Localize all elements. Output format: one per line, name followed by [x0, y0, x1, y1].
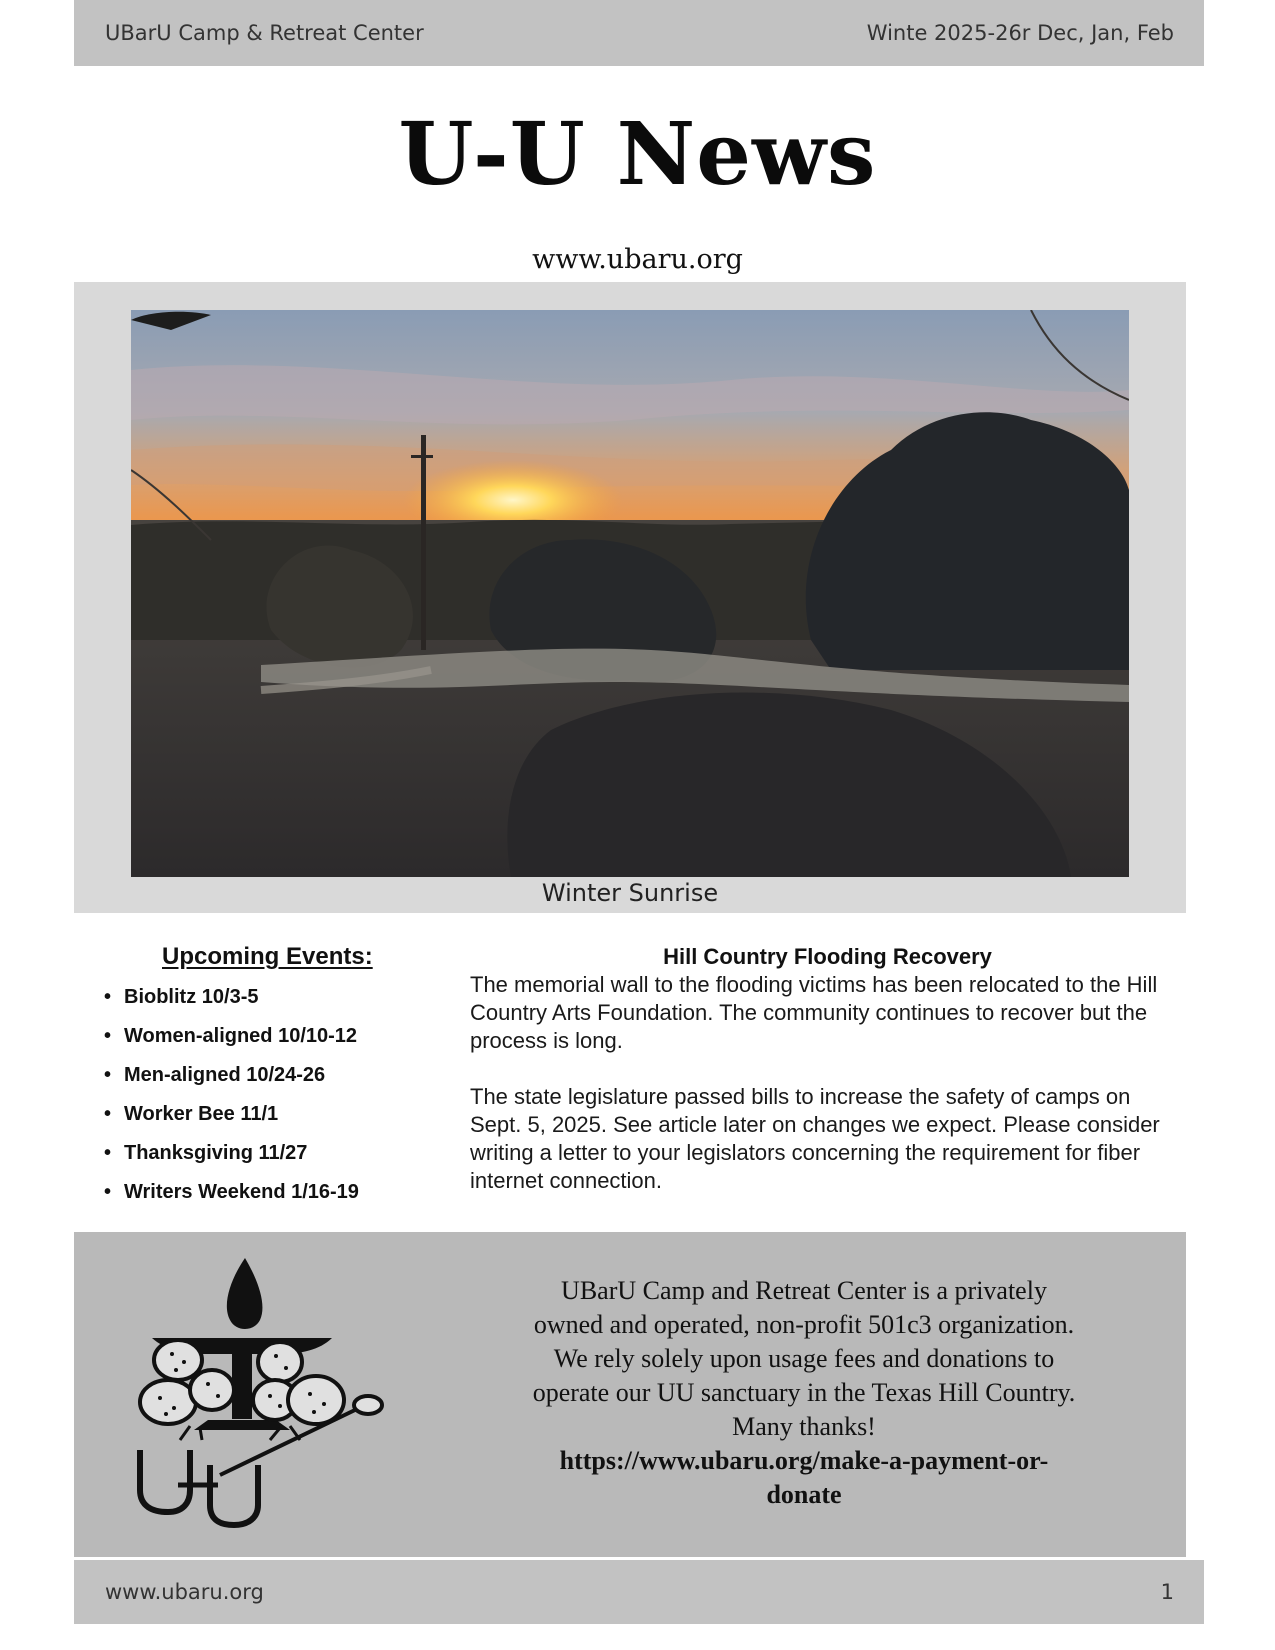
photo-panel: [74, 282, 1186, 913]
donate-message: UBarU Camp and Retreat Center is a privately owned and operated, non-profit 501c3 organization. We rely solely upon usage fees and donations to operate our UU sanctuary in the Texas Hill Country. Many thanks!: [532, 1276, 1076, 1441]
header-org-name: UBarU Camp & Retreat Center: [105, 21, 424, 45]
page-number: 1: [1160, 1580, 1174, 1604]
footer-url[interactable]: www.ubaru.org: [105, 1580, 264, 1604]
footer-bar: [74, 1560, 1204, 1624]
header-issue: Winte 2025-26r Dec, Jan, Feb: [866, 21, 1174, 45]
event-item: • Women-aligned 10/10-12: [104, 1024, 359, 1063]
donate-link[interactable]: https://www.ubaru.org/make-a-payment-or-donate: [559, 1446, 1049, 1509]
event-item: • Worker Bee 11/1: [104, 1102, 359, 1141]
event-item: • Men-aligned 10/24-26: [104, 1063, 359, 1102]
article-title: Hill Country Flooding Recovery: [663, 944, 992, 969]
article-paragraph: The state legislature passed bills to increase the safety of camps on Sept. 5, 2025. See article later on changes we expect. Please consider writing a letter to your legislators concerning the requirement for fiber internet connection.: [470, 1084, 1160, 1193]
masthead-title: U-U News: [398, 104, 877, 205]
donate-panel: [74, 1232, 1186, 1557]
uu-chalice-logo: [130, 1250, 430, 1530]
event-item: • Bioblitz 10/3-5: [104, 985, 359, 1024]
sunrise-photo: [131, 310, 1129, 877]
site-url[interactable]: www.ubaru.org: [532, 244, 743, 275]
header-bar: [74, 0, 1204, 66]
events-list: [104, 985, 359, 1219]
events-title: Upcoming Events:: [162, 943, 373, 970]
event-item: • Writers Weekend 1/16-19: [104, 1180, 359, 1219]
article-flooding-recovery: [470, 943, 1185, 1223]
photo-caption: Winter Sunrise: [541, 879, 719, 907]
article-paragraph: The memorial wall to the flooding victims has been relocated to the Hill Country Arts Foundation. The community continues to recover but the process is long.: [470, 972, 1158, 1053]
event-item: • Thanksgiving 11/27: [104, 1141, 359, 1180]
donate-text: [524, 1274, 1084, 1512]
